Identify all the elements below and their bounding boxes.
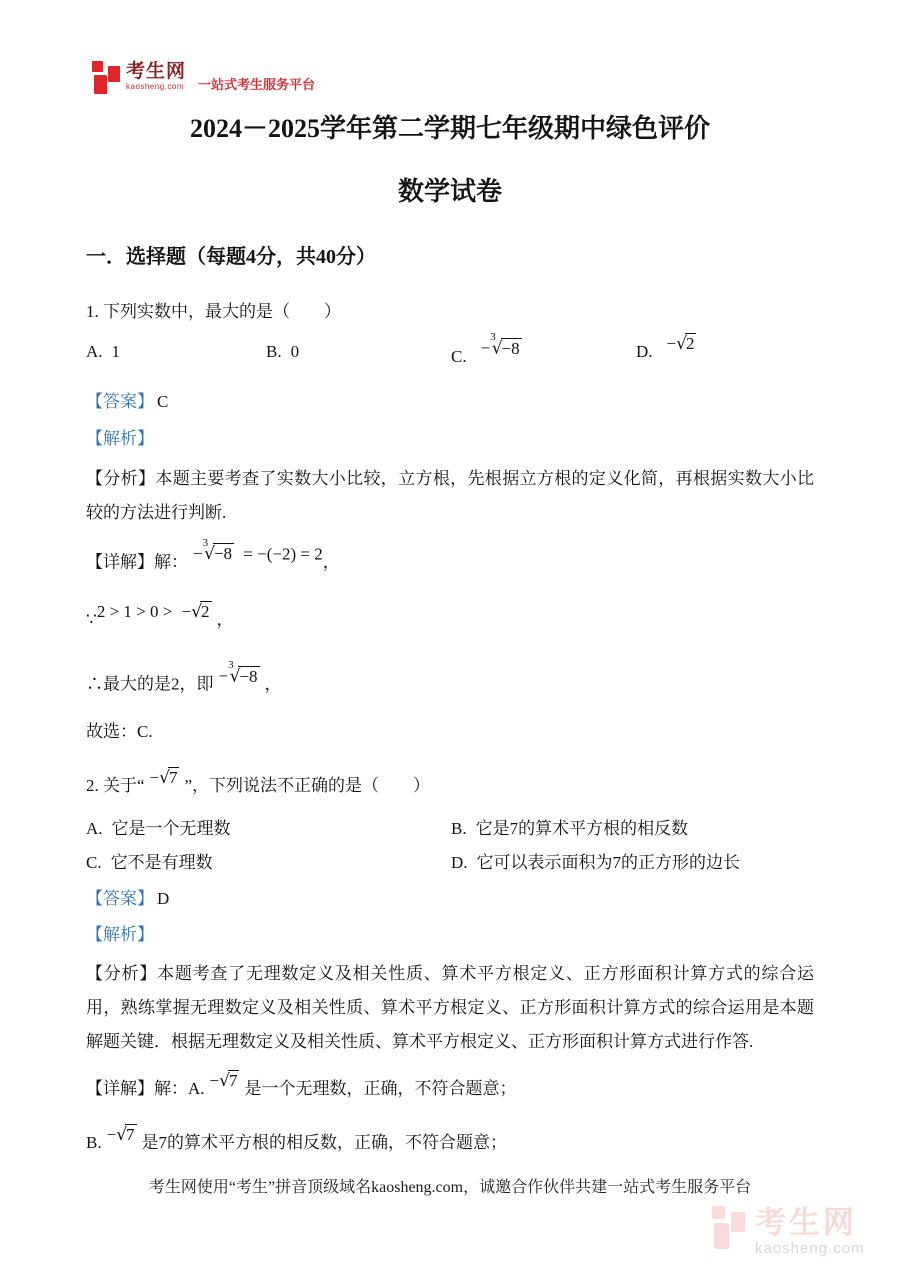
radical-index: 3 [490,331,496,343]
radicand: 7 [126,1124,135,1144]
minus-sign: − [106,1124,117,1144]
formula-neg-sqrt-2 [182,602,212,621]
formula-neg-cbrt-neg8 [219,654,260,695]
comma: ， [216,610,234,630]
option-label: B. [451,818,467,838]
q2-option-a [86,816,451,841]
q1-answer: C [157,391,169,411]
inequality-chain: 2 > 1 > 0 > [96,602,177,622]
option-label: A. [86,818,103,838]
minus-sign: − [480,338,491,358]
kaosheng-logo-icon [92,61,121,94]
q2-analysis-paragraph: 【分析】本题考查了无理数定义及相关性质、算术平方根定义、正方形面积计算方式的综合运用，熟练掌握无理数定义及相关性质、算术平方根定义、正方形面积计算方式的综合运用是本题解题关键．根据无理数定义及相关性质、算术平方根定义、正方形面积计算方式进行作答. [86,963,814,1051]
radical-sign-icon: √ [204,544,215,565]
page-footer: 考生网使用“考生”拼音顶级域名kaosheng.com，诚邀合作伙伴共建一站式考生服务平台 [148,1179,752,1196]
comma: ， [264,674,282,694]
detail-prefix: 【详解】解：A. [86,1078,205,1098]
option-text: 1 [111,342,121,361]
section-heading: 一．选择题（每题4分，共40分） [86,246,376,268]
minus-sign: − [666,334,677,353]
radical-index: 3 [202,536,209,549]
option-label: D. [451,852,468,872]
minus-sign: − [193,544,203,564]
option-label: C. [451,346,467,366]
formula-neg-sqrt-2 [667,329,697,359]
stem-prefix: 2. 关于“ [86,775,145,795]
q2-stem [86,768,814,804]
site-header-logo [92,61,315,94]
brand-domain: kaosheng.com [755,1240,865,1257]
q1-option-b [266,337,451,372]
q2-options-row-1 [86,816,814,841]
q1-stem: 1. 下列实数中，最大的是（ ） [86,302,341,321]
formula-equation [188,532,323,573]
brand-tagline: 一站式考生服务平台 [198,77,316,92]
q1-analysis-paragraph: 【分析】本题主要考查了实数大小比较，立方根，先根据立方根的定义化简，再根据实数大小比较的方法进行判断. [86,468,814,522]
formula-inequality [97,594,217,630]
logo-block [731,1212,745,1232]
q2-options-row-2 [86,850,814,875]
stem-suffix: ”，下列说法不正确的是（ ） [184,775,431,795]
logo-block [108,66,120,82]
q1-analysis-tag [86,426,814,451]
q2-detail-line-a [86,1071,814,1107]
q2-option-d [451,850,814,875]
formula-neg-sqrt-7 [150,760,180,796]
detail-suffix: 是7的算术平方根的相反数，正确，不符合题意； [141,1132,508,1152]
option-text: 它可以表示面积为7的正方形的边长 [476,852,741,872]
q2-answer: D [157,888,170,908]
radical-sign-icon: √ [191,602,203,623]
q2-answer-line [86,886,814,911]
option-text: 它是7的算术平方根的相反数 [475,818,689,838]
analysis-label: 【解析】 [86,428,154,448]
q1-detail-line [86,536,814,581]
document-body [0,114,900,1161]
q1-option-a [86,337,266,372]
formula-neg-cbrt-neg8 [193,536,234,565]
kaosheng-watermark [712,1206,865,1257]
option-label: B. [266,342,282,361]
answer-label: 【答案】 [86,888,154,908]
because-symbol: ∵ [86,610,97,630]
radical-sign-icon: √ [491,338,503,359]
radical-sign-icon: √ [219,1070,230,1091]
comma: ， [322,552,340,572]
q2-detail-line-b [86,1125,814,1161]
radicand: −8 [213,544,233,564]
analysis-label: 【解析】 [86,924,154,944]
formula-neg-sqrt-7 [210,1063,240,1099]
radical-sign-icon: √ [229,666,241,687]
radicand: 2 [685,334,695,353]
document-title-line2: 数学试卷 [397,177,502,206]
option-text: 它不是有理数 [110,852,213,872]
therefore-text: ∴最大的是2，即 [86,674,214,694]
q1-because-line [86,602,814,638]
watermark-text [755,1206,865,1257]
q1-therefore-line [86,659,814,703]
minus-sign: − [181,602,192,622]
document-title-line1: 2024－2025学年第二学期七年级期中绿色评价 [189,114,710,143]
radicand: −8 [239,666,258,686]
detail-prefix: B. [86,1132,102,1152]
option-text: 0 [290,342,300,361]
minus-sign: − [149,767,160,787]
radical-index: 3 [228,659,234,672]
radicand: 7 [168,767,178,787]
q2-option-c [86,850,451,875]
brand-name: 考生网 [126,61,187,82]
brand-text [126,61,186,91]
minus-sign: − [209,1070,220,1090]
detail-prefix: 【详解】解： [86,552,188,572]
formula-neg-cbrt-neg8 [481,329,522,364]
radical-sign-icon: √ [116,1124,128,1145]
option-label: A. [86,342,103,361]
logo-block [94,75,107,94]
logo-block [712,1206,725,1219]
formula-neg-sqrt-7 [107,1117,137,1153]
equation-tail: = −(−2) = 2 [239,544,323,564]
option-label: D. [636,342,653,361]
q2-option-b [451,816,814,841]
option-text: 它是一个无理数 [111,818,231,838]
radicand: −8 [501,338,520,358]
radicand: 7 [228,1070,238,1090]
q1-option-d [636,334,814,372]
radicand: 2 [201,602,210,622]
radical-sign-icon: √ [676,334,687,354]
logo-block [92,61,103,72]
logo-block [714,1223,729,1249]
detail-suffix: 是一个无理数，正确，不符合题意； [244,1078,517,1098]
radical-sign-icon: √ [159,767,170,788]
brand-name: 考生网 [755,1205,857,1240]
q1-conclusion: 故选：C. [86,721,153,741]
q1-options-row [86,331,814,372]
q1-option-c [451,331,636,372]
q1-answer-line [86,389,814,414]
kaosheng-logo-icon [712,1206,748,1251]
option-label: C. [86,852,102,872]
answer-label: 【答案】 [86,391,154,411]
minus-sign: − [218,666,229,686]
brand-domain: kaosheng.com [126,82,185,91]
q2-analysis-tag [86,922,814,947]
